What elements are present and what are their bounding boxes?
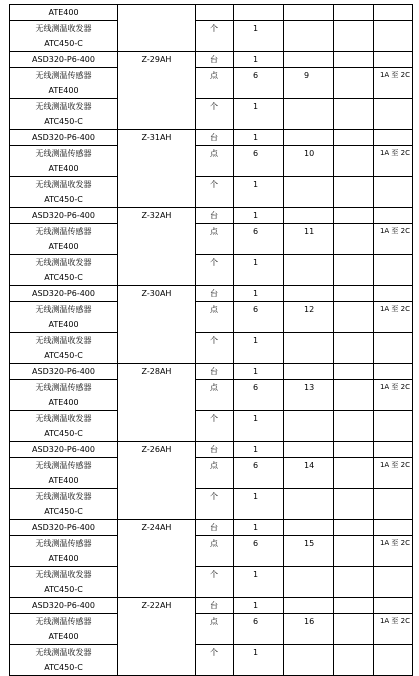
table-row xyxy=(10,208,413,224)
qty-cell: 1 xyxy=(234,286,284,302)
unit-cell: 个 xyxy=(196,99,234,130)
item-name-cell xyxy=(10,536,118,567)
model-cell: Z-24AH xyxy=(118,520,196,598)
item-name-line: 无线测温传感器 xyxy=(35,383,92,392)
point-number-cell: 15 xyxy=(284,536,334,567)
item-name-line: 无线测温收发器 xyxy=(35,102,92,111)
device-name-cell xyxy=(10,208,118,224)
item-name-line: 无线测温收发器 xyxy=(35,336,92,345)
unit-cell: 个 xyxy=(196,333,234,364)
item-name-line: ATE400 xyxy=(48,398,79,407)
model-cell xyxy=(118,5,196,52)
table-row xyxy=(10,333,413,364)
table-row xyxy=(10,442,413,458)
model-cell: Z-29AH xyxy=(118,52,196,130)
point-number-cell: 16 xyxy=(284,614,334,645)
table-row xyxy=(10,364,413,380)
item-name-line: ATC450-C xyxy=(44,429,83,438)
range-note-cell: 1A 至 2C xyxy=(374,536,413,567)
unit-cell: 台 xyxy=(196,130,234,146)
qty-cell: 1 xyxy=(234,333,284,364)
range-note-cell: 1A 至 2C xyxy=(374,458,413,489)
unit-cell: 点 xyxy=(196,458,234,489)
item-name-line: ATE400 xyxy=(48,476,79,485)
unit-cell: 个 xyxy=(196,177,234,208)
item-name-cell xyxy=(10,302,118,333)
unit-cell: 台 xyxy=(196,208,234,224)
unit-cell: 台 xyxy=(196,520,234,536)
table-row xyxy=(10,286,413,302)
table-row xyxy=(10,68,413,99)
item-name-line: ATE400 xyxy=(48,242,79,251)
item-name-line: ATE400 xyxy=(48,320,79,329)
unit-cell: 台 xyxy=(196,364,234,380)
item-name-cell xyxy=(10,333,118,364)
table-row xyxy=(10,458,413,489)
unit-cell: 点 xyxy=(196,536,234,567)
qty-cell: 1 xyxy=(234,442,284,458)
item-name-line: 无线测温收发器 xyxy=(35,648,92,657)
qty-cell: 1 xyxy=(234,52,284,68)
unit-cell: 个 xyxy=(196,567,234,598)
device-name-cell xyxy=(10,442,118,458)
table-row xyxy=(10,520,413,536)
range-note-cell: 1A 至 2C xyxy=(374,302,413,333)
item-name-line: ATC450-C xyxy=(44,663,83,672)
point-number-cell: 10 xyxy=(284,146,334,177)
qty-cell: 1 xyxy=(234,255,284,286)
table-row xyxy=(10,380,413,411)
range-note-cell: 1A 至 2C xyxy=(374,146,413,177)
table-row xyxy=(10,302,413,333)
unit-cell: 台 xyxy=(196,286,234,302)
item-name-line: 无线测温传感器 xyxy=(35,539,92,548)
table-row xyxy=(10,645,413,676)
qty-cell: 6 xyxy=(234,380,284,411)
item-name-line: ATC450-C xyxy=(44,351,83,360)
qty-cell: 6 xyxy=(234,224,284,255)
item-name-line: ATC450-C xyxy=(44,585,83,594)
item-name-cell xyxy=(10,380,118,411)
item-name-cell xyxy=(10,255,118,286)
item-name-line: 无线测温传感器 xyxy=(35,227,92,236)
device-name: ASD320-P6-400 xyxy=(32,55,95,64)
table-body xyxy=(10,5,413,676)
item-name-line: ATC450-C xyxy=(44,507,83,516)
item-name-cell xyxy=(10,5,118,21)
table-row xyxy=(10,21,413,52)
device-name: ASD320-P6-400 xyxy=(32,445,95,454)
device-name: ASD320-P6-400 xyxy=(32,289,95,298)
item-name-cell xyxy=(10,645,118,676)
qty-cell: 1 xyxy=(234,177,284,208)
device-name: ASD320-P6-400 xyxy=(32,133,95,142)
item-name-cell xyxy=(10,489,118,520)
unit-cell: 个 xyxy=(196,411,234,442)
item-name-line: 无线测温传感器 xyxy=(35,71,92,80)
qty-cell: 6 xyxy=(234,302,284,333)
range-note-cell: 1A 至 2C xyxy=(374,380,413,411)
table-row xyxy=(10,5,413,21)
unit-cell: 点 xyxy=(196,380,234,411)
unit-cell: 点 xyxy=(196,224,234,255)
table-row xyxy=(10,255,413,286)
item-name-line: 无线测温收发器 xyxy=(35,258,92,267)
qty-cell: 6 xyxy=(234,458,284,489)
unit-cell: 台 xyxy=(196,52,234,68)
item-name-line: 无线测温收发器 xyxy=(35,180,92,189)
qty-cell: 1 xyxy=(234,598,284,614)
qty-cell: 1 xyxy=(234,364,284,380)
item-name-line: ATC450-C xyxy=(44,117,83,126)
equipment-table xyxy=(9,4,413,676)
item-name-line: ATC450-C xyxy=(44,273,83,282)
qty-cell: 1 xyxy=(234,645,284,676)
device-name-cell xyxy=(10,52,118,68)
qty-cell: 1 xyxy=(234,99,284,130)
table-row xyxy=(10,130,413,146)
item-name-line: ATE400 xyxy=(48,632,79,641)
qty-cell: 1 xyxy=(234,208,284,224)
device-name-cell xyxy=(10,520,118,536)
unit-cell: 点 xyxy=(196,146,234,177)
device-name: ASD320-P6-400 xyxy=(32,211,95,220)
model-cell: Z-26AH xyxy=(118,442,196,520)
qty-cell: 1 xyxy=(234,21,284,52)
table-row xyxy=(10,411,413,442)
device-name-cell xyxy=(10,130,118,146)
item-name-line: ATE400 xyxy=(48,164,79,173)
item-name-cell xyxy=(10,614,118,645)
table-row xyxy=(10,489,413,520)
item-name-line: 无线测温收发器 xyxy=(35,24,92,33)
qty-cell: 1 xyxy=(234,567,284,598)
device-name-cell xyxy=(10,364,118,380)
unit-cell: 台 xyxy=(196,442,234,458)
device-name: ASD320-P6-400 xyxy=(32,601,95,610)
qty-cell: 6 xyxy=(234,68,284,99)
item-name-line: 无线测温传感器 xyxy=(35,617,92,626)
qty-cell: 1 xyxy=(234,130,284,146)
point-number-cell: 14 xyxy=(284,458,334,489)
item-name-line: ATE400 xyxy=(48,554,79,563)
qty-cell: 6 xyxy=(234,614,284,645)
item-name-cell xyxy=(10,411,118,442)
table-row xyxy=(10,99,413,130)
item-name-line: 无线测温收发器 xyxy=(35,570,92,579)
device-name-cell xyxy=(10,286,118,302)
item-name-cell xyxy=(10,99,118,130)
item-name-cell xyxy=(10,224,118,255)
item-name-line: ATE400 xyxy=(48,8,79,17)
item-name-cell xyxy=(10,68,118,99)
range-note-cell: 1A 至 2C xyxy=(374,68,413,99)
item-name-line: ATE400 xyxy=(48,86,79,95)
unit-cell: 点 xyxy=(196,68,234,99)
device-name: ASD320-P6-400 xyxy=(32,523,95,532)
unit-cell: 个 xyxy=(196,489,234,520)
device-name: ASD320-P6-400 xyxy=(32,367,95,376)
unit-cell: 个 xyxy=(196,255,234,286)
item-name-line: 无线测温传感器 xyxy=(35,149,92,158)
table-row xyxy=(10,52,413,68)
item-name-cell xyxy=(10,21,118,52)
item-name-line: ATC450-C xyxy=(44,39,83,48)
point-number-cell: 11 xyxy=(284,224,334,255)
model-cell: Z-22AH xyxy=(118,598,196,676)
point-number-cell: 13 xyxy=(284,380,334,411)
item-name-line: 无线测温收发器 xyxy=(35,492,92,501)
item-name-cell xyxy=(10,177,118,208)
item-name-line: 无线测温收发器 xyxy=(35,414,92,423)
table-row xyxy=(10,224,413,255)
qty-cell: 6 xyxy=(234,146,284,177)
qty-cell: 1 xyxy=(234,520,284,536)
model-cell: Z-28AH xyxy=(118,364,196,442)
point-number-cell: 12 xyxy=(284,302,334,333)
point-number-cell: 9 xyxy=(284,68,334,99)
qty-cell: 1 xyxy=(234,411,284,442)
unit-cell: 台 xyxy=(196,598,234,614)
range-note-cell: 1A 至 2C xyxy=(374,614,413,645)
unit-cell: 点 xyxy=(196,302,234,333)
range-note-cell: 1A 至 2C xyxy=(374,224,413,255)
table-row xyxy=(10,598,413,614)
qty-cell: 1 xyxy=(234,489,284,520)
qty-cell: 6 xyxy=(234,536,284,567)
model-cell: Z-30AH xyxy=(118,286,196,364)
item-name-line: ATC450-C xyxy=(44,195,83,204)
item-name-cell xyxy=(10,567,118,598)
unit-cell: 个 xyxy=(196,21,234,52)
table-row xyxy=(10,146,413,177)
table-row xyxy=(10,567,413,598)
table-row xyxy=(10,536,413,567)
model-cell: Z-31AH xyxy=(118,130,196,208)
model-cell: Z-32AH xyxy=(118,208,196,286)
unit-cell: 个 xyxy=(196,645,234,676)
item-name-cell xyxy=(10,146,118,177)
table-row xyxy=(10,177,413,208)
item-name-cell xyxy=(10,458,118,489)
unit-cell: 点 xyxy=(196,614,234,645)
device-name-cell xyxy=(10,598,118,614)
item-name-line: 无线测温传感器 xyxy=(35,305,92,314)
item-name-line: 无线测温传感器 xyxy=(35,461,92,470)
table-row xyxy=(10,614,413,645)
